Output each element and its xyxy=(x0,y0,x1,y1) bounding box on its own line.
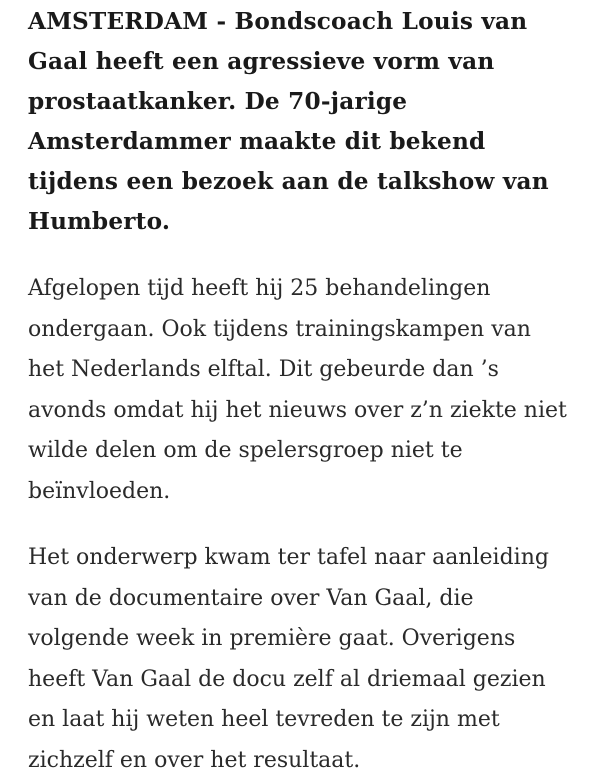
paragraph-line: Afgelopen tijd heeft hij 25 behandelingen xyxy=(28,269,613,310)
paragraph-line: Het onderwerp kwam ter tafel naar aanleiding xyxy=(28,538,613,579)
paragraph-line: en laat hij weten heel tevreden te zijn met xyxy=(28,700,613,741)
article-body xyxy=(28,0,613,781)
lead-line: prostaatkanker. De 70-jarige xyxy=(28,82,613,122)
lead-line: AMSTERDAM - Bondscoach Louis van xyxy=(28,2,613,42)
paragraph-line: wilde delen om de spelersgroep niet te xyxy=(28,431,613,472)
paragraph-line: zichzelf en over het resultaat. xyxy=(28,741,613,781)
lead-line: Humberto. xyxy=(28,202,613,242)
article-lead xyxy=(28,0,613,242)
lead-line: tijdens een bezoek aan de talkshow van xyxy=(28,162,613,202)
lead-line: Amsterdammer maakte dit bekend xyxy=(28,122,613,162)
paragraph-line: van de documentaire over Van Gaal, die xyxy=(28,579,613,620)
paragraph-line: het Nederlands elftal. Dit gebeurde dan ’s xyxy=(28,350,613,391)
paragraph-line: heeft Van Gaal de docu zelf al driemaal gezien xyxy=(28,660,613,701)
lead-line: Gaal heeft een agressieve vorm van xyxy=(28,42,613,82)
article-paragraph-2 xyxy=(28,538,613,781)
paragraph-line: beïnvloeden. xyxy=(28,472,613,513)
paragraph-line: avonds omdat hij het nieuws over z’n ziekte niet xyxy=(28,391,613,432)
paragraph-line: ondergaan. Ook tijdens trainingskampen van xyxy=(28,310,613,351)
article-paragraph-1 xyxy=(28,269,613,512)
paragraph-line: volgende week in première gaat. Overigens xyxy=(28,619,613,660)
